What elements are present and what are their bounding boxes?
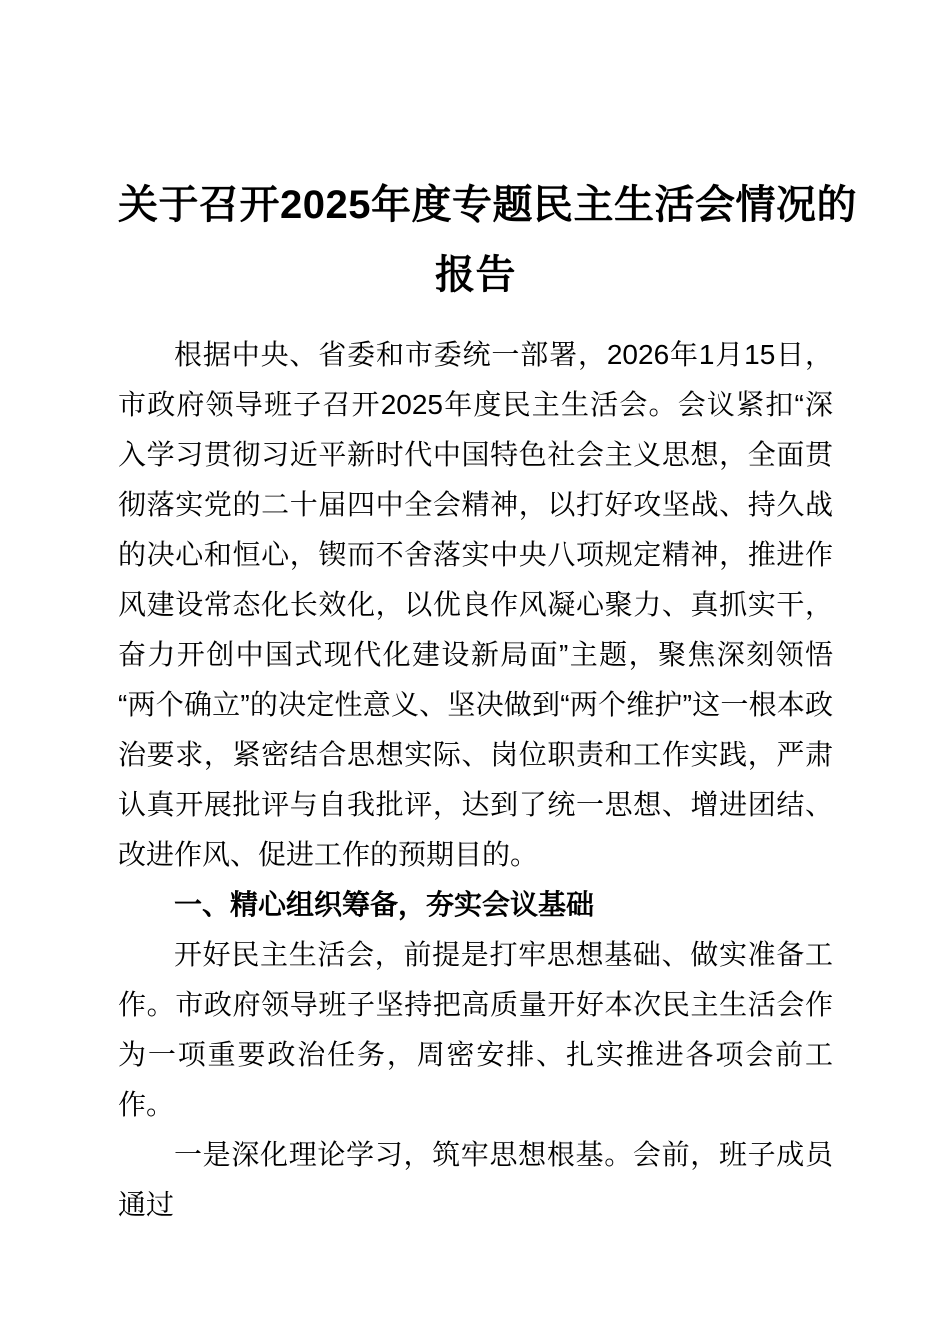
- document-title: [118, 170, 857, 310]
- document-title-line-1: 关于召开2025年度专题民主生活会情况的: [118, 183, 857, 227]
- document-title-line-2: 报告: [435, 253, 516, 297]
- paragraph-preparation: 开好民主生活会，前提是打牢思想基础、做实准备工作。市政府领导班子坚持把高质量开好本次民主生活会作为一项重要政治任务，周密安排、扎实推进各项会前工作。: [118, 939, 833, 1120]
- paragraph-theory-study: 一是深化理论学习，筑牢思想根基。会前，班子成员通过: [118, 1139, 833, 1220]
- document-body: [118, 330, 833, 1230]
- paragraph-opening: 根据中央、省委和市委统一部署，2026年1月15日，市政府领导班子召开2025年度民主生活会。会议紧扣“深入学习贯彻习近平新时代中国特色社会主义思想，全面贯彻落实党的二十届四中全会精神，以打好攻坚战、持久战的决心和恒心，锲而不舍落实中央八项规定精神，推进作风建设常态化长效化，以优良作风凝心聚力、真抓实干，奋力开创中国式现代化建设新局面”主题，聚焦深刻领悟“两个确立”的决定性意义、坚决做到“两个维护”这一根本政治要求，紧密结合思想实际、岗位职责和工作实践，严肃认真开展批评与自我批评，达到了统一思想、增进团结、改进作风、促进工作的预期目的。: [118, 339, 833, 870]
- section-1-heading: 一、精心组织筹备，夯实会议基础: [174, 889, 595, 920]
